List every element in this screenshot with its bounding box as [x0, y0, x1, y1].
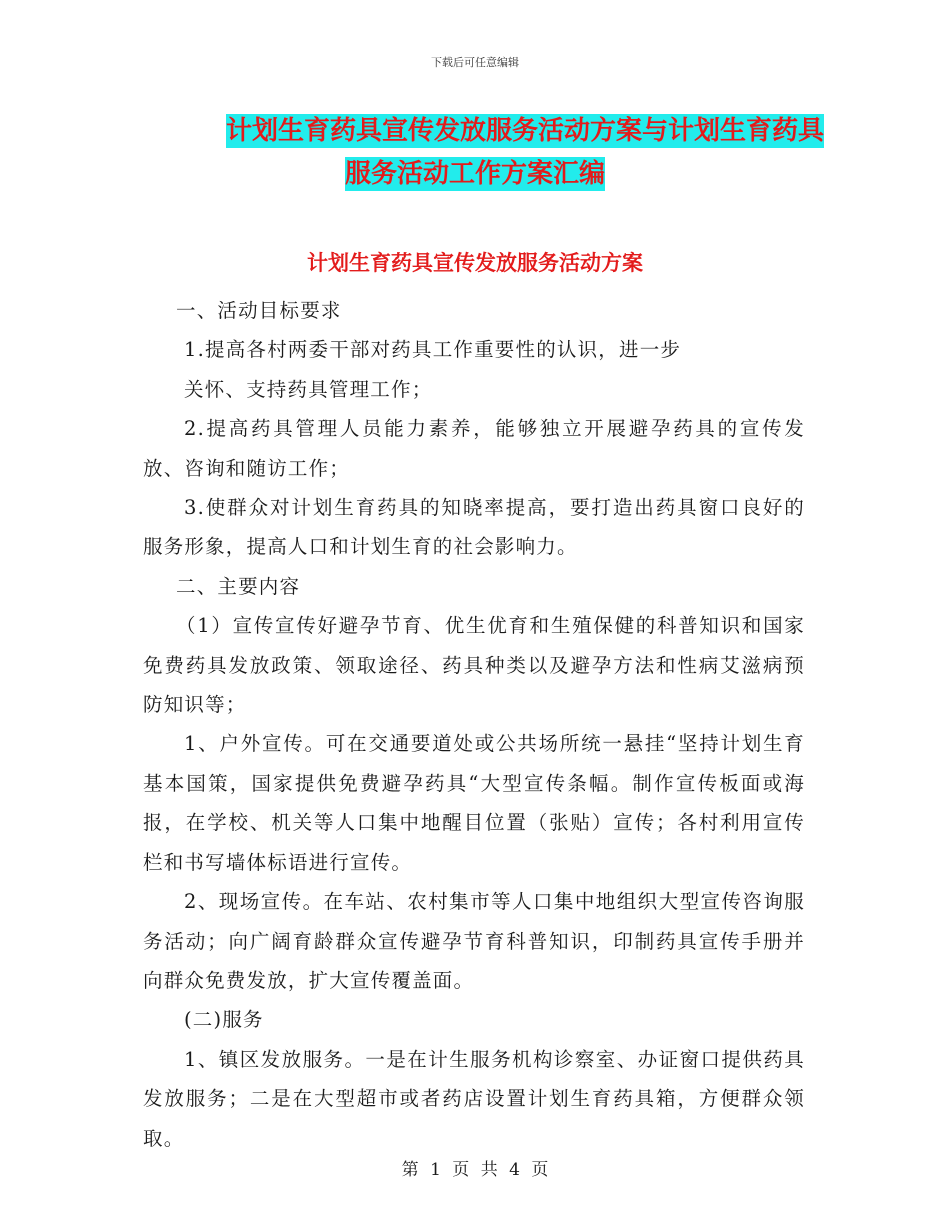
paragraph: 1、户外宣传。可在交通要道处或公共场所统一悬挂“坚持计划生育基本国策，国家提供免费避孕药具“大型宣传条幅。制作宣传板面或海报，在学校、机关等人口集中地醒目位置（张贴）宣传；各村利用宣传栏和书写墙体标语进行宣传。	[143, 732, 805, 874]
heading-goals: 一、活动目标要求	[176, 299, 342, 322]
paragraph: （1）宣传宣传好避孕节育、优生优育和生殖保健的科普知识和国家免费药具发放政策、领取途径、药具种类以及避孕方法和性病艾滋病预防知识等；	[143, 614, 805, 717]
paragraph: 关怀、支持药具管理工作；	[184, 377, 433, 401]
heading-content: 二、主要内容	[176, 574, 301, 598]
document-body	[143, 291, 805, 1158]
paragraph: 3.使群众对计划生育药具的知晓率提高，要打造出药具窗口良好的服务形象，提高人口和计划生育的社会影响力。	[143, 496, 805, 559]
document-title-line-1	[50, 114, 950, 148]
document-title-text-2: 服务活动工作方案汇编	[344, 159, 605, 189]
section-title: 计划生育药具宣传发放服务活动方案	[307, 251, 643, 275]
paragraph: 1.提高各村两委干部对药具工作重要性的认识，进一步	[184, 338, 682, 362]
paragraph: 2.提高药具管理人员能力素养，能够独立开展避孕药具的宣传发放、咨询和随访工作；	[143, 417, 805, 480]
document-title-text-1: 计划生育药具宣传发放服务活动方案与计划生育药具	[225, 116, 824, 146]
document-title-line-2	[0, 157, 950, 191]
page-number: 第 1 页 共 4 页	[401, 1160, 549, 1180]
heading-service: (二)服务	[184, 1008, 264, 1032]
paragraph: 1、镇区发放服务。一是在计生服务机构诊察室、办证窗口提供药具发放服务；二是在大型超市或者药店设置计划生育药具箱，方便群众领取。	[143, 1047, 805, 1150]
paragraph: 2、现场宣传。在车站、农村集市等人口集中地组织大型宣传咨询服务活动；向广阔育龄群众宣传避孕节育科普知识，印制药具宣传手册并向群众免费发放，扩大宣传覆盖面。	[143, 890, 805, 992]
header-note: 下载后可任意编辑	[431, 56, 519, 69]
